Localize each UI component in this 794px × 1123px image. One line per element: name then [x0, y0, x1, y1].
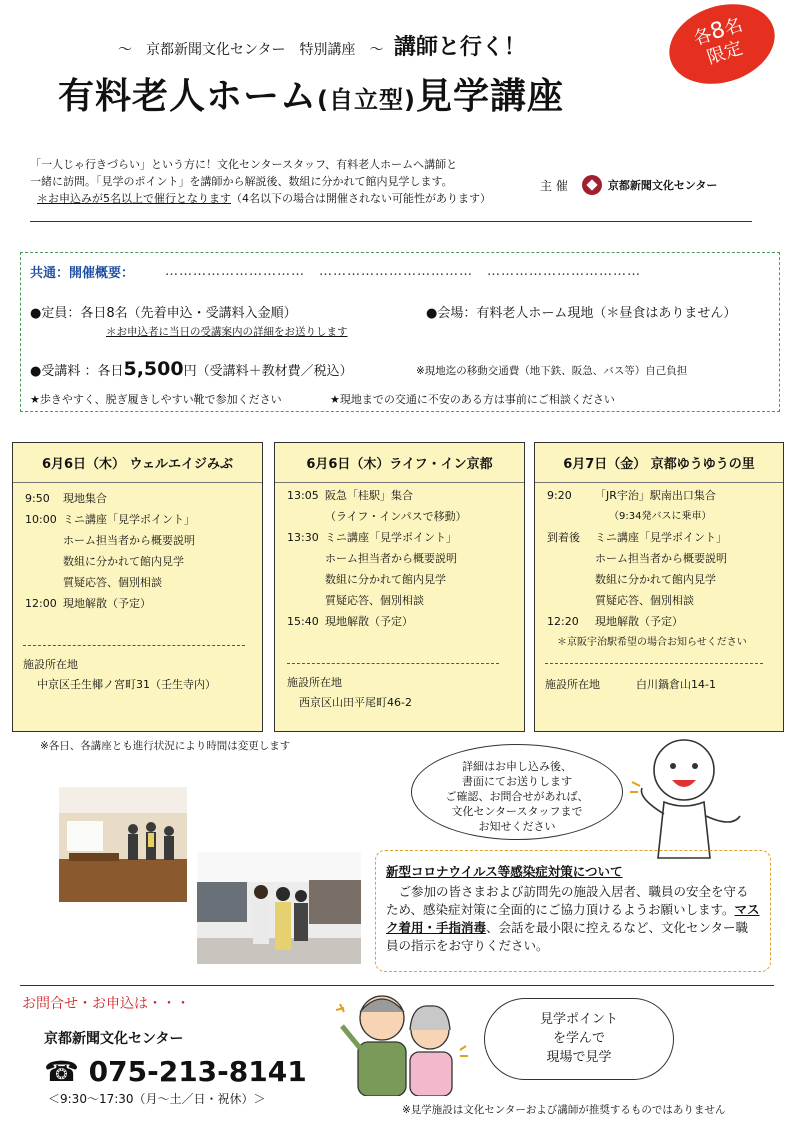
facility-address: 施設所在地 中京区壬生椰ノ宮町31（壬生寺内） — [23, 658, 216, 691]
schedule-list: 9:20 「JR宇治」駅南出口集合 （9:34発バスに乗車） 到着後 ミニ講座「見学ポイント」 ホーム担当者から概要説明 数組に分かれて館内見学 質疑応答、個別相談 12:20 現地解散（予定） ＊京阪宇治駅希望の場合お知らせください — [547, 489, 747, 648]
cloud-callout: 見学ポイント を学んで 現場で見学 — [484, 998, 674, 1080]
venue: ●会場：有料老人ホーム現地（＊昼食はありません） — [426, 306, 737, 321]
schedule-card-yuyu — [534, 442, 784, 732]
divider — [545, 663, 763, 664]
elderly-couple-illustration — [336, 986, 476, 1096]
facility-address: 施設所在地 白川鍋倉山14-1 — [545, 678, 716, 691]
sponsor: 主 催 京都新聞文化センター — [540, 175, 717, 195]
facility-tour-photo-1 — [59, 787, 187, 902]
covid-notice: 新型コロナウイルス等感染症対策について ご参加の皆さまおよび訪問先の施設入居者、職員の安全を守るため、感染症対策に全面的にご協力頂けるようお願いします。マスク着用・手指消毒、会話を最小限に控えるなど、文化センター職員の指示をお守りください。 — [375, 850, 771, 972]
card-title: 6月6日（木）ライフ・イン京都 — [275, 453, 524, 483]
subtitle: ～ 京都新聞文化センター 特別講座 ～ 講師と行く！ — [118, 35, 526, 60]
contact-phone: ☎ 075-213-8141 — [44, 1055, 307, 1088]
intro-text: 「一人じゃ行きづらい」という方に！文化センタースタッフ、有料老人ホームへ講師と 一緒に訪問。「見学のポイント」を講師から解説後、数組に分かれて館内見学します。 ＊お申込みが5名以上で催行となります（4名以下の場合は開催されない可能性があります） — [30, 158, 491, 205]
schedule-list: 13:05 阪急「桂駅」集合 （ライフ・インパスで移動） 13:30 ミニ講座「見学ポイント」 ホーム担当者から概要説明 数組に分かれて館内見学 質疑応答、個別相談 15:40 現地解散（予定） — [287, 489, 467, 628]
card-title: 6月6日（木） ウェルエイジみぶ — [13, 453, 262, 483]
card-title: 6月7日（金） 京都ゆうゆうの里 — [535, 453, 783, 483]
fee-note: ※現地迄の移動交通費（地下鉄、阪急、バス等）自己負担 — [416, 365, 688, 377]
logo-icon — [582, 175, 602, 195]
facility-tour-photo-2 — [197, 852, 361, 964]
capacity-note: ＊お申込者に当日の受講案内の詳細をお送りします — [106, 326, 348, 338]
fee: ●受講料 ：各日5,500円（受講料＋教材費／税込） — [30, 358, 353, 380]
tip-shoes: ★歩きやすく、脱ぎ履きしやすい靴で参加ください — [30, 393, 282, 406]
divider — [23, 645, 245, 646]
facility-address: 施設所在地 西京区山田平尾町46-2 — [287, 676, 412, 709]
dot-leader: ………………………… …………………………… …………………………… — [165, 264, 641, 279]
info-speech-bubble: 詳細はお申し込み後、 書面にてお送りします ご確認、お問合せがあれば、 文化センタースタッフまで お知せください — [411, 744, 623, 840]
covid-heading: 新型コロナウイルス等感染症対策について — [386, 864, 623, 879]
schedule-note: ※各日、各講座とも進行状況により時間は変更します — [40, 740, 291, 752]
footnote: ※見学施設は文化センターおよび講師が推奨するものではありません — [402, 1104, 726, 1116]
phone-icon: ☎ — [44, 1055, 79, 1088]
contact-hours: ＜9:30～17:30（月～土／日・祝休）＞ — [48, 1092, 266, 1106]
page-title: 有料老人ホーム(自立型)見学講座 — [58, 76, 564, 117]
tip-transport: ★現地までの交通に不安のある方は事前にご相談ください — [330, 393, 615, 406]
divider — [30, 221, 752, 222]
contact-heading: お問合せ・お申込は・・・ — [22, 996, 190, 1012]
schedule-card-welage — [12, 442, 263, 732]
schedule-list: 9:50 現地集合 10:00 ミニ講座「見学ポイント」 ホーム担当者から概要説明 数組に分かれて館内見学 質疑応答、個別相談 12:00 現地解散（予定） — [25, 492, 195, 610]
staff-character-illustration — [628, 728, 758, 868]
contact-org: 京都新聞文化センター — [44, 1031, 184, 1047]
subtitle-emphasis: 講師と行く！ — [393, 35, 526, 60]
capacity: ●定員：各日8名（先着申込・受講料入金順） — [30, 306, 297, 321]
schedule-card-lifein — [274, 442, 525, 732]
sponsor-logo: 京都新聞文化センター — [582, 175, 718, 195]
limit-badge: 各8名 限定 — [659, 0, 785, 97]
overview-heading: 共通：開催概要： — [30, 266, 135, 281]
divider — [287, 663, 499, 664]
